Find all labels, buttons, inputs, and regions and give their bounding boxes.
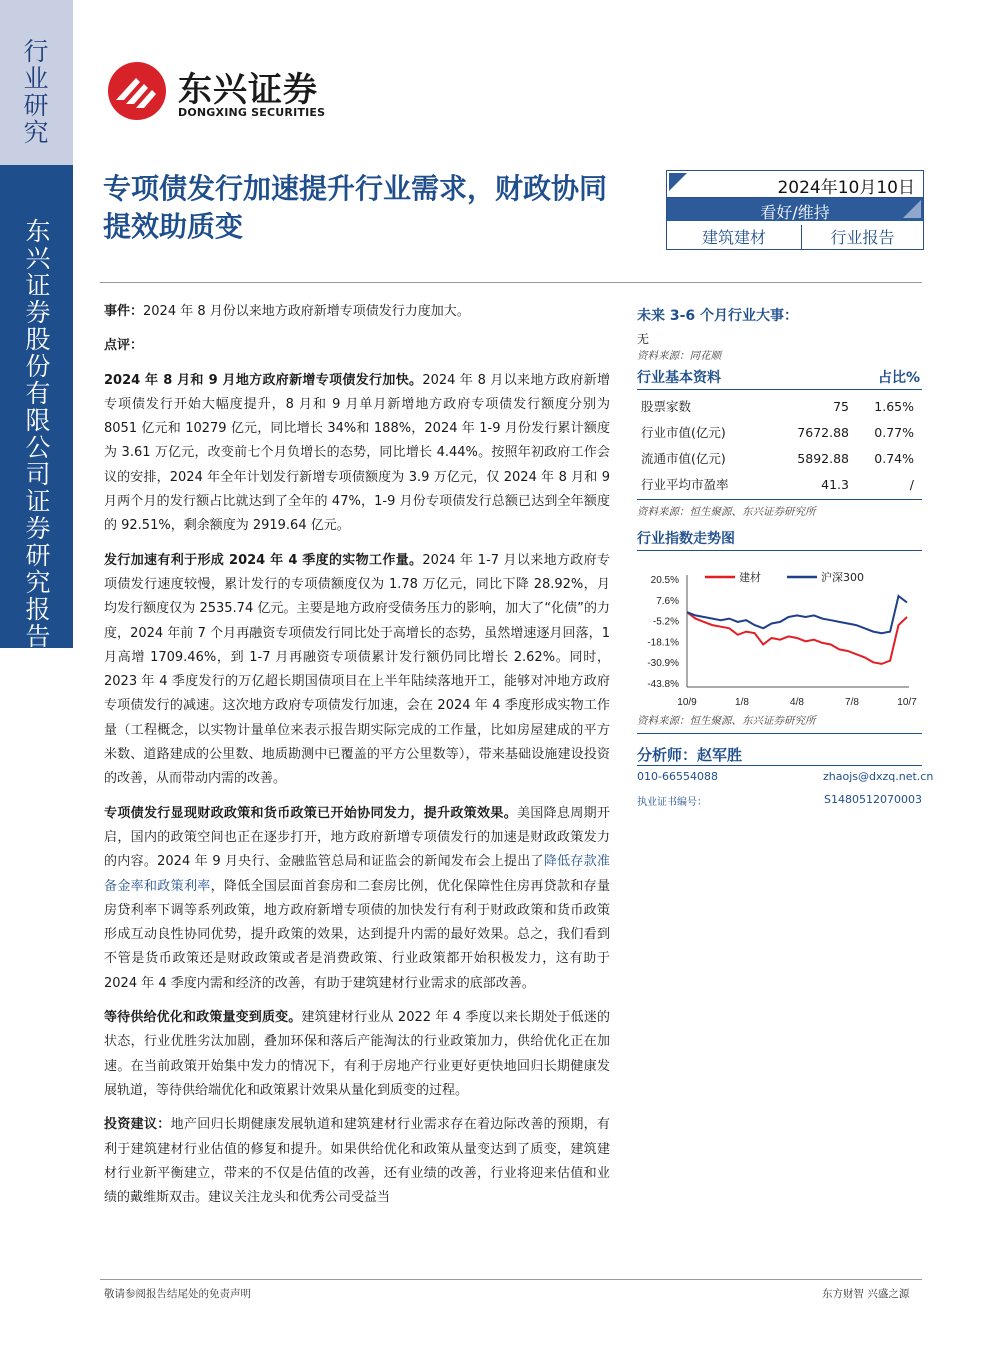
stats-share-heading: 占比%: [877, 370, 920, 386]
x-tick-label: 7/8: [845, 697, 859, 708]
stats-share: 0.74%: [874, 450, 914, 466]
stats-row: [637, 445, 922, 471]
legend-label: 建材: [739, 571, 761, 584]
y-tick-label: -5.2%: [652, 616, 679, 628]
body-paragraph-1: [104, 369, 610, 539]
sidebar-company-label: 东兴证券股份有限公司证券研究报告: [22, 218, 51, 650]
event-paragraph: [104, 300, 610, 324]
stats-value: 75: [833, 398, 849, 414]
analyst-phone: 010-66554088: [637, 770, 718, 783]
stats-row: [637, 471, 922, 497]
stats-share: 0.77%: [874, 424, 914, 440]
stats-table: [637, 393, 922, 497]
rating-row: [667, 198, 923, 221]
stats-value: 41.3: [821, 476, 849, 492]
event-text: 2024 年 8 月份以来地方政府新增专项债发行力度加大。: [143, 304, 470, 319]
y-tick-label: 20.5%: [650, 575, 679, 586]
y-tick-label: -18.1%: [647, 637, 679, 649]
paragraph-text: ，降低全国层面首套房和二套房比例，优化保障性住房再贷款和存量房贷利率下调等系列政策，地方政府新增专项债的加快发行有利于财政政策和货币政策形成互动良性协同优势，提升政策的效果，达到提升内需的最好效果。总之，我们看到不管是货币政策还是财政政策或者是消费政策、行业政策都开始积极发力，这有助于 2024 年 4 季度内需和经济的改善，有助于建筑建材行业需求的底部改善。: [104, 878, 610, 991]
paragraph-text: 2024 年 1-7 月以来地方政府专项债发行速度较慢，累计发行的专项债额度仅为 1.78 万亿元，同比下降 28.92%，月均发行额度仅为 2535.74 亿元。主要是地方政府受债务压力的影响，加大了“化债”的力度，2024 年前 7 个月再融资专项债发行同比处于高增长的态势，虽然增速逐月回落，1 月高增 1709.46%，到 1-7 月再融资专项债累计发行额仍同比增长 2.62%。同时，2023 年 4 季度发行的万亿超长期国债项目在上半年陆续落地开工，能够对冲地方政府专项债发行的减速。这次地方政府专项债发行加速，会在 2024 年 4 季度形成实物工作量（工程概念，以实物计量单位来表示报告期实际完成的工作量，比如房屋建成的平方米数、道路建成的公里数、地质勘测中已覆盖的平方公里数等），带来基础设施建设投资的改善，从而带动内需的改善。: [104, 552, 610, 787]
index-trend-chart: [637, 565, 922, 713]
series-line-csi300: [687, 596, 907, 633]
paragraph-lead: 发行加速有利于形成 2024 年 4 季度的实物工作量。: [104, 552, 423, 568]
event-label: 事件：: [104, 304, 144, 319]
paragraph-text: 2024 年 8 月以来地方政府新增专项债发行开始大幅度提升，8 月和 9 月单月新增地方政府专项债发行额度分别为 8051 亿元和 10279 亿元，同比增长 34%和 188%，2024 年 1-9 月份发行累计额度为 3.61 万亿元，改变前七个月负增长的态势，同比增长 4.44%。按照年初政府工作会议的安排，2024 年全年计划发行新增专项债额度为 3.9 万亿元，仅 2024 年 8 月和 9 月两个月的发行额占比就达到了全年的 47%，1-9 月份专项债发行总额已达到全年额度的 92.51%，剩余额度为 2919.64 亿元。: [104, 372, 610, 534]
analyst-rule: [637, 765, 922, 766]
corner-triangle-icon: [669, 173, 689, 193]
stats-label: 行业市值(亿元): [641, 425, 726, 440]
x-tick-label: 1/8: [735, 697, 749, 708]
comment-paragraph: [104, 334, 610, 358]
body-paragraph-3: [104, 802, 610, 996]
cert-label: 执业证书编号：: [637, 797, 707, 808]
chart-heading: 行业指数走势图: [637, 531, 735, 547]
stats-label: 流通市值(亿元): [641, 451, 726, 466]
highlighted-text: 降低存款准备金率和政策利率: [104, 854, 610, 894]
chart-source: 资料来源：恒生聚源、东兴证券研究所: [637, 715, 816, 727]
analyst-email: zhaojs@dxzq.net.cn: [823, 770, 934, 783]
sidebar-category-label: 行业研究: [20, 38, 49, 146]
tag-row: [667, 222, 923, 249]
x-tick-label: 4/8: [790, 697, 804, 708]
report-type-tag: 行业报告: [830, 228, 895, 247]
rating-value: 看好/维持: [760, 203, 830, 222]
y-tick-label: -30.9%: [647, 658, 679, 670]
analyst-heading: 分析师：赵军胜: [637, 746, 743, 764]
paragraph-text: 地产回归长期健康发展轨道和建筑建材行业需求存在着边际改善的预期，有利于建筑建材行业估值的修复和提升。如果供给优化和政策从量变达到了质变，建筑建材行业新平衡建立，带来的不仅是估值的改善，还有业绩的改善，行业将迎来估值和业绩的戴维斯双击。建议关注龙头和优秀公司受益当: [104, 1117, 610, 1206]
y-tick-label: 7.6%: [656, 595, 679, 607]
paragraph-lead: 等待供给优化和政策量变到质变。: [104, 1010, 302, 1026]
stats-row: [637, 419, 922, 445]
report-info-box: [666, 170, 924, 250]
logo-english-name: DONGXING SECURITIES: [178, 106, 326, 119]
stats-value: 5892.88: [797, 450, 849, 466]
industry-tag: 建筑建材: [667, 225, 802, 249]
corner-triangle-icon: [903, 200, 921, 218]
investment-paragraph: [104, 1113, 610, 1210]
cert-number: S1480512070003: [824, 793, 922, 806]
upcoming-events-body: 无: [637, 332, 650, 346]
stats-share: 1.65%: [874, 398, 914, 414]
y-tick-label: -43.8%: [647, 679, 679, 690]
stats-source: 资料来源：恒生聚源、东兴证券研究所: [637, 506, 816, 518]
paragraph-text: 建筑建材行业从 2022 年 4 季度以来长期处于低迷的状态，行业优胜劣汰加剧，叠加环保和落后产能淘汰的行业政策加力，供给优化正在加速。在当前政策开始集中发力的情况下，有利于房地产行业更好更快地回归长期健康发展轨道，等待供给端优化和政策累计效果从量化到质变的过程。: [104, 1010, 610, 1098]
stats-label: 股票家数: [641, 399, 692, 414]
body-paragraph-2: [104, 549, 610, 792]
company-logo-icon: [106, 60, 168, 122]
body-paragraph-4: [104, 1006, 610, 1103]
report-date: 2024年10月10日: [777, 178, 915, 198]
paragraph-lead: 2024 年 8 月和 9 月地方政府新增专项债发行加快。: [104, 372, 423, 388]
stats-header: [637, 365, 922, 390]
events-source: 资料来源：同花顺: [637, 350, 721, 362]
comment-label: 点评：: [104, 338, 144, 354]
stats-heading: 行业基本资料: [637, 370, 721, 386]
paragraph-lead: 专项债发行显现财政政策和货币政策已开始协同发力，提升政策效果。: [104, 805, 518, 821]
upcoming-events-heading: 未来 3-6 个月行业大事：: [637, 308, 799, 324]
chart-bottom-rule: [637, 733, 922, 734]
logo-chinese-name: 东兴证券: [178, 70, 318, 110]
x-tick-label: 10/9: [677, 697, 697, 708]
stats-value: 7672.88: [797, 424, 849, 440]
investment-label: 投资建议：: [104, 1117, 171, 1133]
chart-heading-rule: [637, 550, 922, 551]
x-tick-label: 10/7: [897, 697, 917, 708]
date-row: [667, 171, 923, 198]
footer-slogan: 东方财智 兴盛之源: [822, 1288, 910, 1300]
report-title: 专项债发行加速提升行业需求，财政协同提效助质变: [103, 172, 608, 243]
disclaimer-note: 敬请参阅报告结尾处的免责声明: [104, 1288, 251, 1300]
stats-share: /: [909, 476, 914, 492]
paragraph-text: 美国降息周期开启，国内的政策空间也正在逐步打开，地方政府新增专项债发行的加速是财政政策发力的内容。2024 年 9 月央行、金融监管总局和证监会的新闻发布会上提出了: [104, 805, 610, 870]
main-body: [104, 300, 610, 1220]
header-divider: [100, 282, 922, 283]
legend-label: 沪深300: [821, 571, 864, 584]
footer-divider: [100, 1279, 922, 1280]
stats-label: 行业平均市盈率: [641, 477, 729, 492]
stats-bottom-rule: [637, 499, 922, 500]
stats-row: [637, 393, 922, 419]
